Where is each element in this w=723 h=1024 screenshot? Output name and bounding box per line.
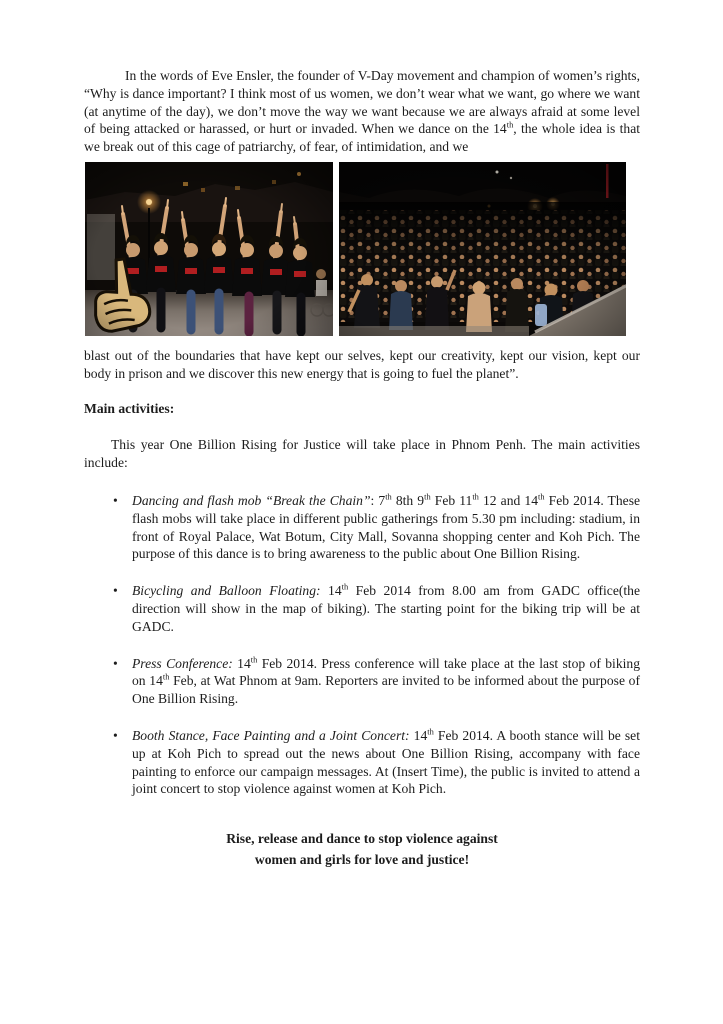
list-item: [84, 492, 640, 563]
bullet-icon: •: [113, 492, 118, 508]
list-item: [84, 582, 640, 635]
closing-slogan-line: Rise, release and dance to stop violence against: [226, 831, 498, 847]
night-crowd-photo: [339, 162, 626, 336]
closing-slogan: [84, 829, 640, 870]
intro-paragraph: In the words of Eve Ensler, the founder of V-Day movement and champion of women’s rights, “Why is dance important? I think most of us women, we don’t wear what we want, go where we want (at anytime of the day), we don’t move the way we want because we are always afraid at some level of being attacked or harassed, or hurt or invaded. When we dance on the 14th, the whole idea is that we break out of this cage of patriarchy, of fear, of intimidation, and we: [84, 68, 640, 155]
main-activities-heading: Main activities:: [84, 400, 175, 416]
activities-list: [84, 492, 640, 798]
list-item-text: Booth Stance, Face Painting and a Joint Concert: 14th Feb 2014. A booth stance will be set up at Koh Pich to spread out the news about One Billion Rising, accompany with face painting to enforce our campaign messages. At (Insert Time), the public is invited to attend a joint concert to stop violence against women at Koh Pich.: [132, 726, 640, 797]
bullet-icon: •: [113, 727, 118, 743]
document-content: [84, 67, 640, 870]
list-item-text: Press Conference: 14th Feb 2014. Press conference will take place at the last stop of biking on 14th Feb, at Wat Phnom at 9am. Reporters are invited to be informed about the purpose of One Billion Rising.: [132, 654, 640, 707]
list-item: [84, 727, 640, 798]
quote-continuation-paragraph: blast out of the boundaries that have kept our selves, kept our creativity, kept our vision, kept our body in prison and we discover this new energy that is going to fuel the planet”.: [84, 347, 640, 381]
closing-slogan-line: women and girls for love and justice!: [254, 851, 470, 867]
bullet-icon: •: [113, 655, 118, 671]
list-item-text: Dancing and flash mob “Break the Chain”: 7th 8th 9th Feb 11th 12 and 14th Feb 2014. These flash mobs will take place in different public gatherings from 5.30 pm including: stadium, in front of Royal Palace, Wat Botum, City Mall, Sovanna shopping center and Koh Pich. The purpose of this dance is to bring awareness to the public about One Billion Rising.: [132, 491, 641, 562]
bullet-icon: •: [113, 583, 118, 599]
list-item-text: Bicycling and Balloon Floating: 14th Feb 2014 from 8.00 am from GADC office(the direction will show in the map of biking). The starting point for the biking trip will be at GADC.: [132, 581, 640, 634]
flash-mob-group-photo: [85, 162, 333, 336]
list-item: [84, 655, 640, 708]
photo-row: [85, 162, 640, 336]
intro-activities-paragraph: This year One Billion Rising for Justice will take place in Phnom Penh. The main activities include:: [84, 437, 640, 471]
